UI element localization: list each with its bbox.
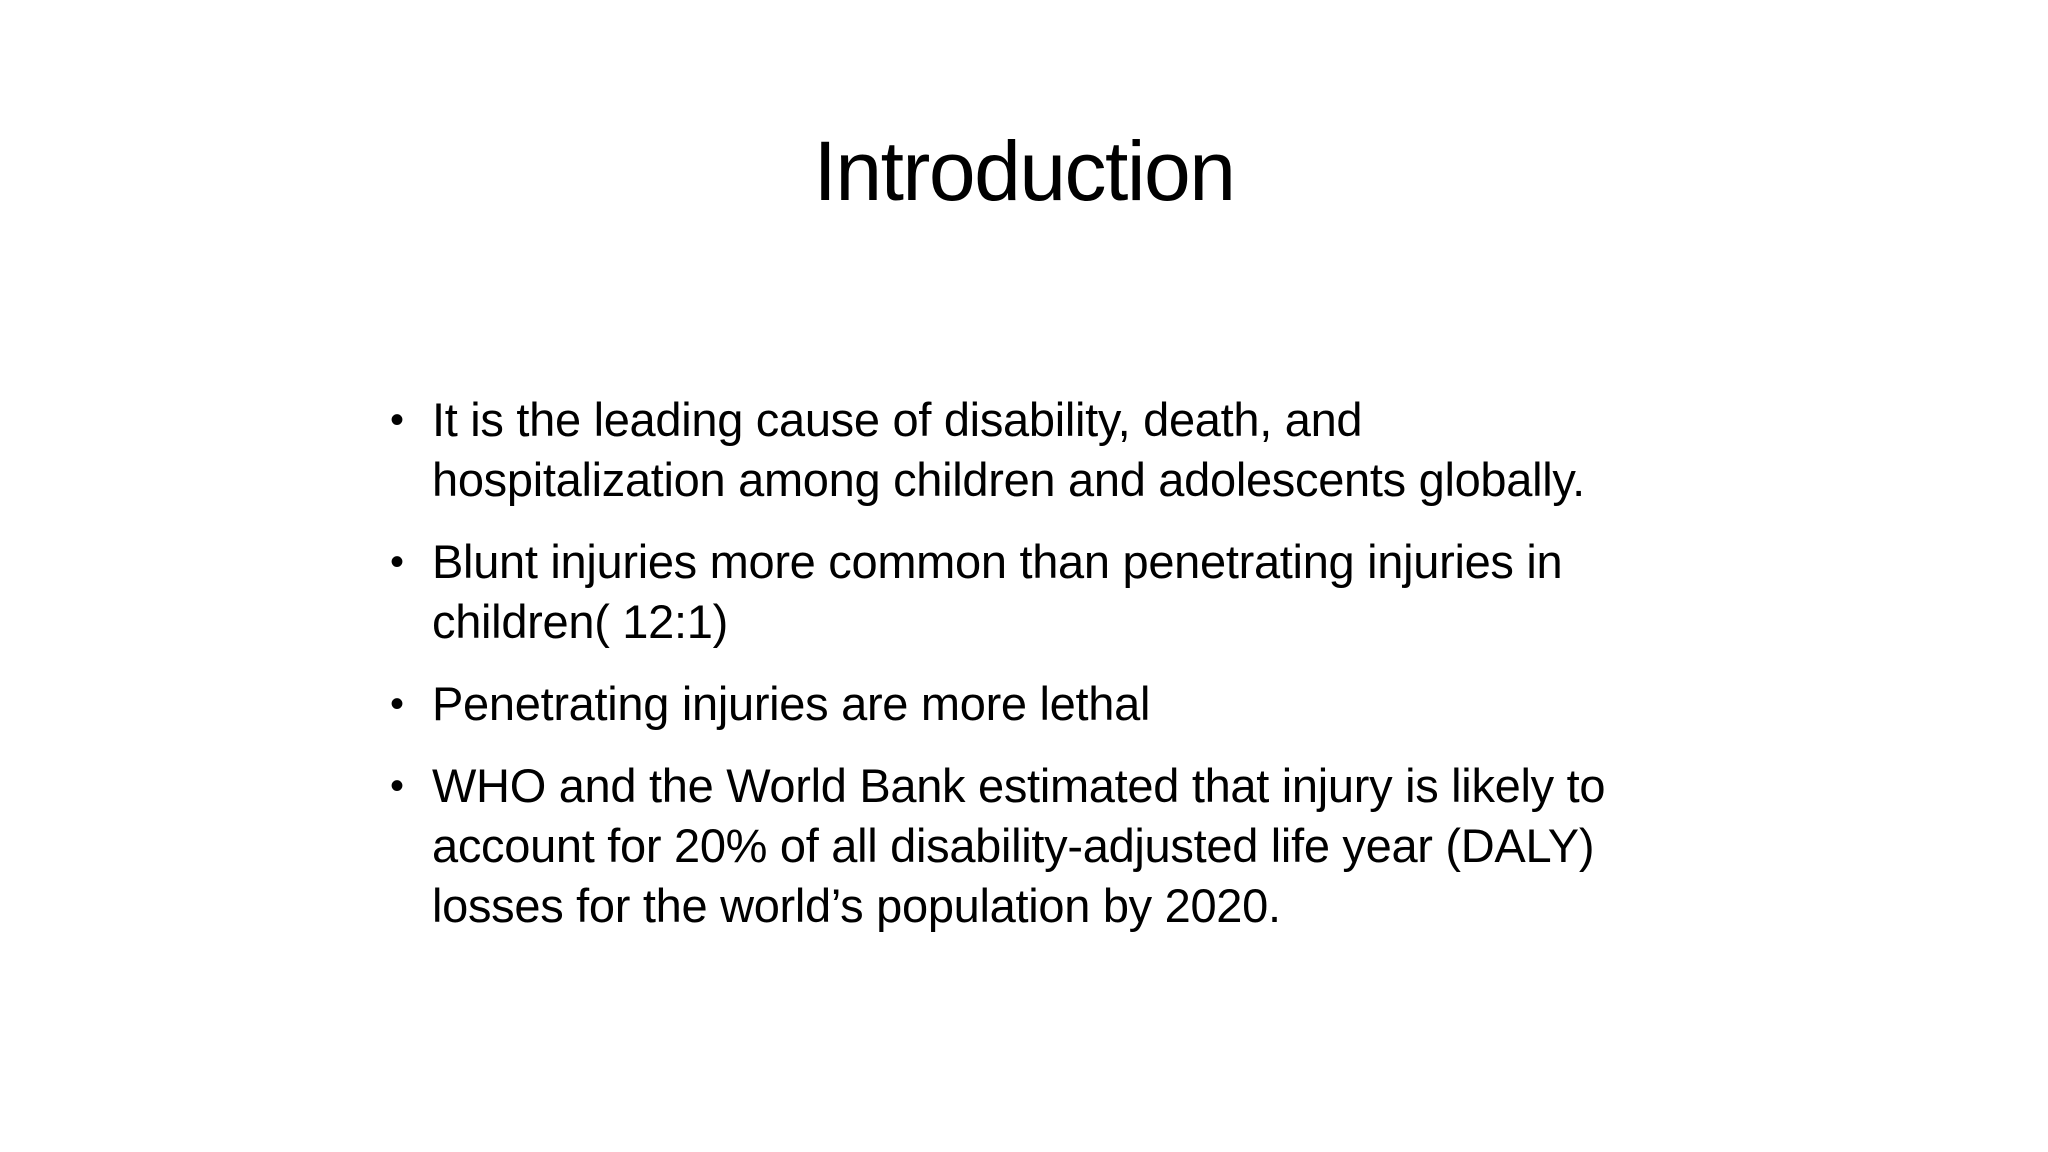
bullet-item: [390, 390, 1790, 510]
bullet-list: [390, 390, 1790, 958]
bullet-item: [390, 756, 1790, 936]
bullet-line: losses for the world’s population by 2020.: [432, 879, 1281, 932]
bullet-marker: •: [390, 398, 404, 442]
bullet-line: Penetrating injuries are more lethal: [432, 677, 1151, 730]
bullet-line: WHO and the World Bank estimated that injury is likely to: [432, 759, 1606, 812]
slide-title: Introduction: [813, 124, 1235, 218]
bullet-line: It is the leading cause of disability, death, and: [432, 393, 1363, 446]
bullet-item: [390, 532, 1790, 652]
bullet-marker: •: [390, 764, 404, 808]
bullet-item: [390, 674, 1790, 734]
bullet-line: Blunt injuries more common than penetrating injuries in: [432, 535, 1563, 588]
bullet-line: hospitalization among children and adolescents globally.: [432, 453, 1585, 506]
bullet-line: children( 12:1): [432, 595, 728, 648]
bullet-marker: •: [390, 540, 404, 584]
bullet-line: account for 20% of all disability-adjusted life year (DALY): [432, 819, 1595, 872]
bullet-marker: •: [390, 682, 404, 726]
